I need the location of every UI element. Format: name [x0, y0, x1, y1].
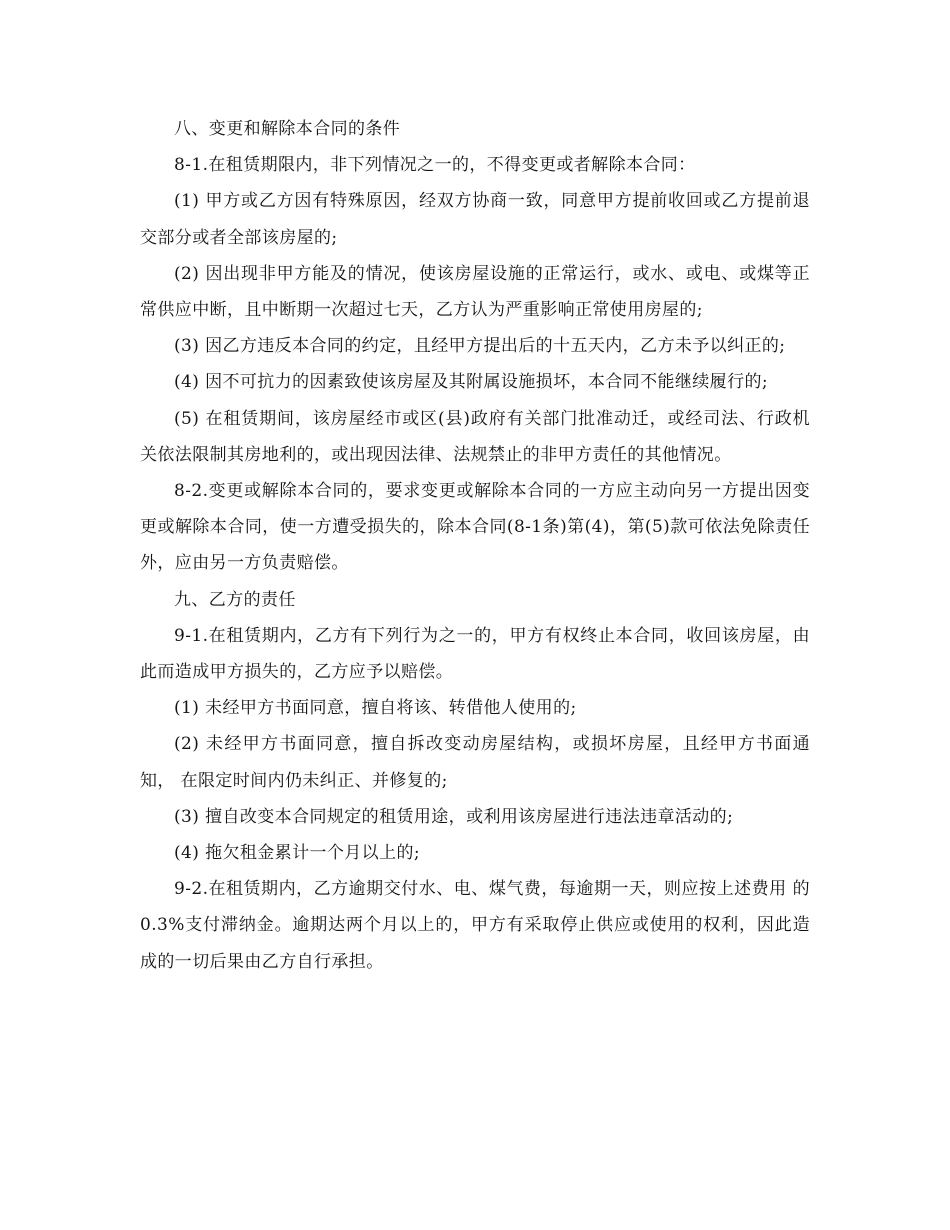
section-heading-8: 八、变更和解除本合同的条件 [174, 119, 401, 139]
clause-8-1-item-2: (2) 因出现非甲方能及的情况，使该房屋设施的正常运行，或水、或电、或煤等正常供应中断，且中断期一次超过七天，乙方认为严重影响正常使用房屋的; [140, 263, 810, 321]
clause-8-1-item-5: (5) 在租赁期间，该房屋经市或区(县)政府有关部门批准动迁，或经司法、行政机关依法限制其房地利的，或出现因法律、法规禁止的非甲方责任的其他情况。 [140, 408, 810, 465]
clause-8-2: 8-2.变更或解除本合同的，要求变更或解除本合同的一方应主动向另一方提出因变 更或解除本合同，使一方遭受损失的，除本合同(8-1条)第(4)，第(5)款可依法免除责任外，应由另一方负责赔偿。 [140, 481, 810, 574]
clause-9-2: 9-2.在租赁期内，乙方逾期交付水、电、煤气费，每逾期一天，则应按上述费用 的0.3%支付滞纳金。逾期达两个月以上的，甲方有采取停止供应或使用的权利，因此造成的一切后果由乙方自行承担。 [140, 879, 810, 972]
clause-8-1: 8-1.在租赁期限内，非下列情况之一的，不得变更或者解除本合同： [174, 155, 696, 176]
clause-9-1-item-2: (2) 未经甲方书面同意，擅自拆改变动房屋结构，或损坏房屋，且经甲方书面通知， 在限定时间内仍未纠正、并修复的; [140, 734, 810, 791]
clause-9-1-item-1: (1) 未经甲方书面同意，擅自将该、转借他人使用的; [174, 698, 577, 719]
clause-9-1: 9-1.在租赁期内，乙方有下列行为之一的，甲方有权终止本合同，收回该房屋，由此而造成甲方损失的，乙方应予以赔偿。 [140, 625, 810, 683]
clause-8-1-item-4: (4) 因不可抗力的因素致使该房屋及其附属设施损坏，本合同不能继续履行的; [174, 372, 769, 393]
section-heading-9: 九、乙方的责任 [174, 589, 296, 610]
clause-8-1-item-3: (3) 因乙方违反本合同的约定，且经甲方提出后的十五天内，乙方未予以纠正的; [174, 336, 786, 357]
clause-9-1-item-3: (3) 擅自改变本合同规定的租赁用途，或利用该房屋进行违法违章活动的; [174, 806, 734, 827]
clause-9-1-item-4: (4) 拖欠租金累计一个月以上的; [174, 843, 421, 864]
clause-8-1-item-1: (1) 甲方或乙方因有特殊原因，经双方协商一致，同意甲方提前收回或乙方提前退交部分或者全部该房屋的; [140, 191, 810, 248]
